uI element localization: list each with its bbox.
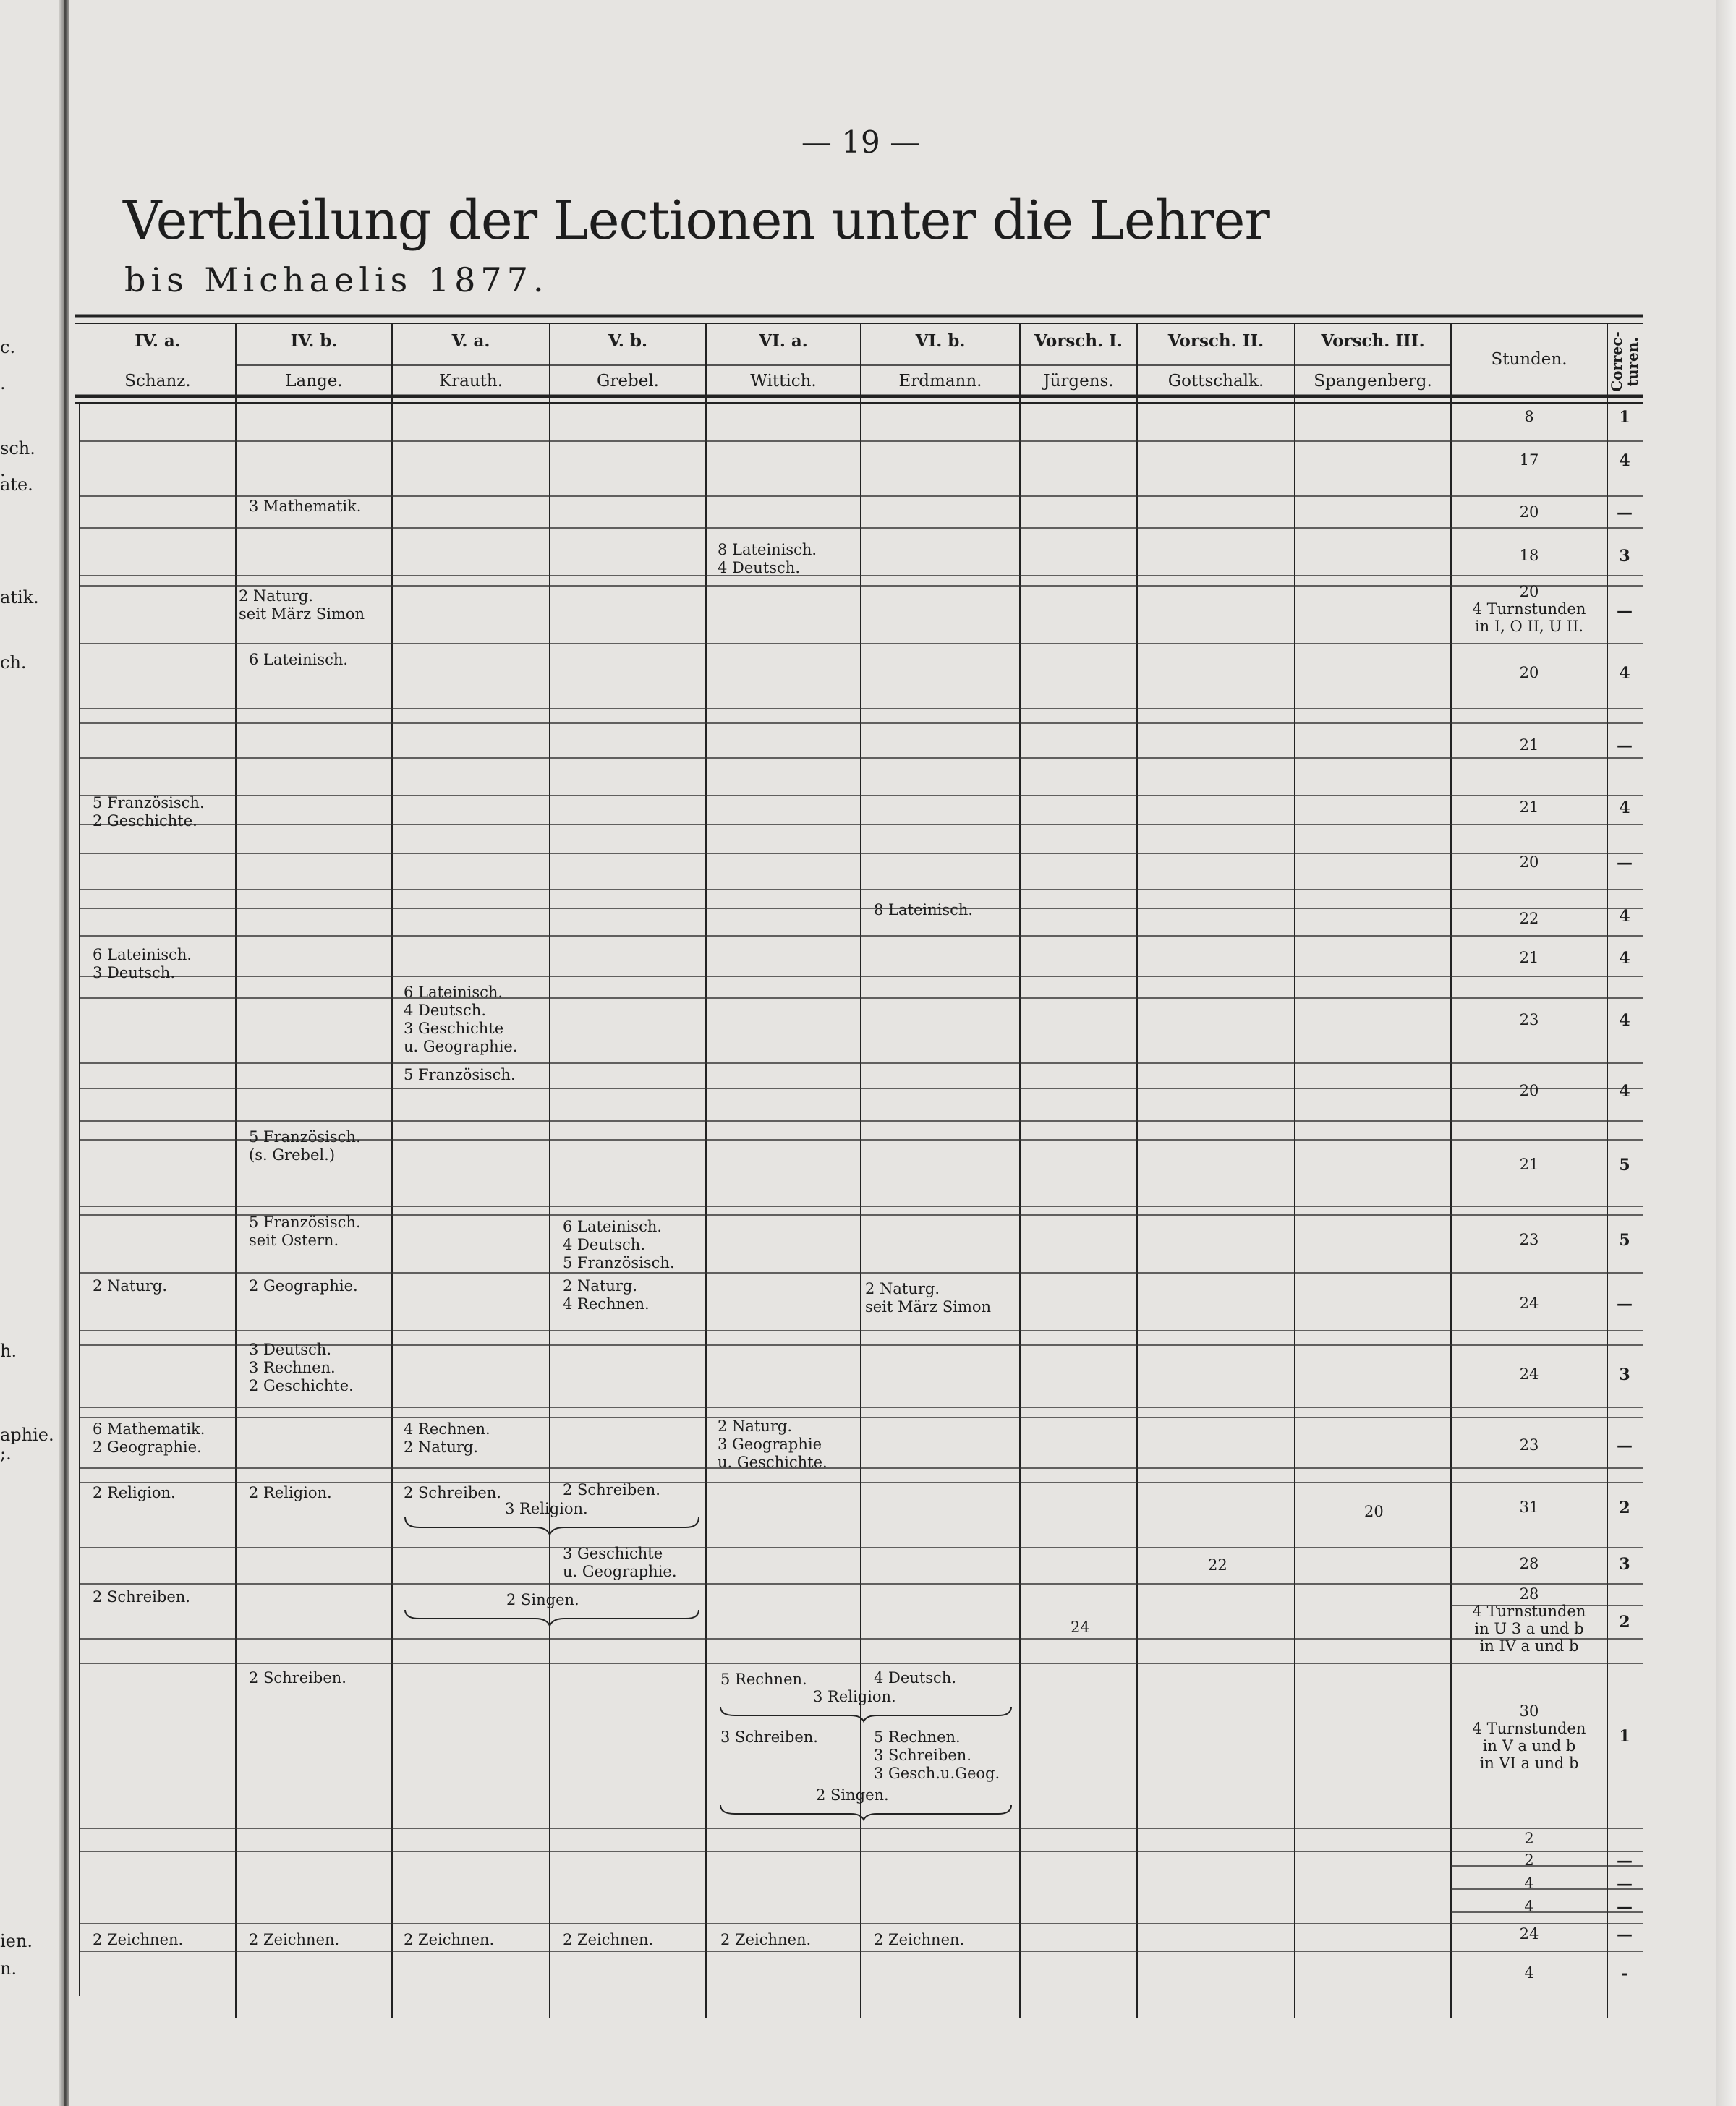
stunden-value: 24 bbox=[1519, 1365, 1539, 1383]
column-header-class: Vorsch. III. bbox=[1321, 331, 1425, 351]
lesson-cell: 6 Lateinisch. bbox=[249, 651, 349, 668]
stunden-value: 8 bbox=[1524, 408, 1534, 425]
correcturen-header: Correc- turen. bbox=[1608, 331, 1641, 392]
stunden-value: 23 bbox=[1519, 1011, 1539, 1028]
stub-text: n. bbox=[0, 1958, 17, 1979]
lesson-cell: 2 Zeichnen. bbox=[720, 1931, 812, 1948]
stunden-value: 2 bbox=[1524, 1830, 1534, 1847]
lesson-cell: 8 Lateinisch. bbox=[874, 901, 974, 918]
correcturen-value: 4 bbox=[1619, 1011, 1630, 1030]
correcturen-value: — bbox=[1617, 602, 1633, 621]
column-header-teacher: Krauth. bbox=[438, 372, 503, 391]
column-header-class: IV. b. bbox=[290, 331, 338, 351]
lesson-cell: 2 Schreiben. bbox=[404, 1484, 501, 1501]
lesson-cell: 5 Französisch. bbox=[404, 1066, 516, 1083]
lesson-cell: 2 Singen. bbox=[506, 1591, 579, 1608]
correcturen-value: — bbox=[1617, 736, 1633, 755]
correcturen-value: — bbox=[1617, 1898, 1633, 1917]
lesson-cell: 2 Schreiben. bbox=[93, 1588, 190, 1606]
lesson-cell: 4 Deutsch. bbox=[874, 1669, 957, 1687]
lesson-cell: 6 Mathematik. 2 Geographie. bbox=[93, 1420, 205, 1456]
book-gutter bbox=[59, 0, 69, 2106]
stub-text: . bbox=[0, 460, 6, 480]
stunden-value: 18 bbox=[1519, 547, 1539, 564]
lesson-cell: 5 Französisch. 2 Geschichte. bbox=[93, 794, 205, 830]
lesson-cell: 2 Singen. bbox=[816, 1786, 889, 1804]
lesson-cell: 2 Zeichnen. bbox=[249, 1931, 340, 1948]
correcturen-value: — bbox=[1617, 503, 1633, 522]
column-header-teacher: Wittich. bbox=[750, 372, 817, 391]
correcturen-value: 4 bbox=[1619, 451, 1630, 470]
lesson-cell: 2 Zeichnen. bbox=[874, 1931, 965, 1948]
stunden-value: 20 4 Turnstunden in I, O II, U II. bbox=[1472, 583, 1586, 635]
lesson-cell: 24 bbox=[1071, 1619, 1090, 1636]
column-header-class: VI. a. bbox=[759, 331, 808, 351]
lesson-cell: 3 Religion. bbox=[813, 1688, 896, 1705]
lesson-cell: 2 Schreiben. bbox=[563, 1481, 660, 1498]
correcturen-value: — bbox=[1617, 1295, 1633, 1313]
stunden-value: 21 bbox=[1519, 736, 1539, 754]
correcturen-value: 4 bbox=[1619, 1082, 1630, 1101]
column-header-class: IV. a. bbox=[135, 331, 181, 351]
stunden-value: 22 bbox=[1519, 910, 1539, 927]
lesson-cell: 3 Deutsch. 3 Rechnen. 2 Geschichte. bbox=[249, 1341, 354, 1394]
lesson-cell: 6 Lateinisch. 4 Deutsch. 3 Geschichte u. Geographie. bbox=[404, 984, 518, 1055]
stub-text: . bbox=[0, 373, 6, 393]
correcturen-value: 3 bbox=[1619, 1555, 1630, 1574]
stunden-value: 20 bbox=[1519, 503, 1539, 521]
stub-text: aphie. bbox=[0, 1425, 54, 1445]
stunden-value: 28 4 Turnstunden in U 3 a und b in IV a und b bbox=[1472, 1585, 1586, 1655]
column-header-class: Vorsch. II. bbox=[1167, 331, 1264, 351]
lesson-cell: 8 Lateinisch. 4 Deutsch. bbox=[718, 541, 817, 576]
lesson-cell: 3 Mathematik. bbox=[249, 498, 362, 515]
lesson-cell: 2 Religion. bbox=[249, 1484, 332, 1501]
stunden-value: 2 bbox=[1524, 1851, 1534, 1869]
correcturen-value: — bbox=[1617, 1851, 1633, 1870]
stunden-value: 24 bbox=[1519, 1925, 1539, 1943]
column-header-teacher: Erdmann. bbox=[898, 372, 982, 391]
lesson-cell: 2 Naturg. bbox=[93, 1277, 168, 1295]
stunden-value: 23 bbox=[1519, 1436, 1539, 1454]
lesson-cell: 6 Lateinisch. 3 Deutsch. bbox=[93, 946, 192, 981]
lesson-cell: 2 Zeichnen. bbox=[404, 1931, 495, 1948]
lesson-cell: 5 Französisch. (s. Grebel.) bbox=[249, 1128, 361, 1164]
correcturen-value: — bbox=[1617, 1436, 1633, 1455]
stunden-value: 28 bbox=[1519, 1555, 1539, 1572]
page-title: Vertheilung der Lectionen unter die Lehrer bbox=[123, 189, 1269, 252]
correcturen-value: — bbox=[1617, 853, 1633, 872]
page-edge bbox=[1716, 0, 1736, 2106]
stunden-value: 31 bbox=[1519, 1498, 1539, 1516]
page-subtitle: bis Michaelis 1877. bbox=[124, 260, 549, 299]
correcturen-value: 1 bbox=[1619, 1727, 1630, 1746]
lesson-cell: 22 bbox=[1208, 1556, 1227, 1574]
lesson-cell: 20 bbox=[1364, 1503, 1384, 1520]
correcturen-value: 2 bbox=[1619, 1613, 1630, 1632]
lesson-cell: 3 Schreiben. bbox=[720, 1728, 818, 1746]
lesson-cell: 2 Religion. bbox=[93, 1484, 176, 1501]
stunden-value: 20 bbox=[1519, 664, 1539, 681]
column-header-class: V. a. bbox=[451, 331, 490, 351]
lesson-cell: 6 Lateinisch. 4 Deutsch. 5 Französisch. bbox=[563, 1218, 675, 1271]
correcturen-value: 5 bbox=[1619, 1156, 1630, 1174]
stub-text: ;. bbox=[0, 1444, 12, 1464]
correcturen-value: 4 bbox=[1619, 949, 1630, 968]
lesson-cell: 2 Zeichnen. bbox=[563, 1931, 654, 1948]
stunden-value: 4 bbox=[1524, 1898, 1534, 1915]
lesson-cell: 2 Naturg. 4 Rechnen. bbox=[563, 1277, 650, 1313]
column-header-teacher: Schanz. bbox=[124, 372, 191, 391]
lesson-cell: 2 Naturg. seit März Simon bbox=[865, 1280, 992, 1316]
column-header-teacher: Grebel. bbox=[597, 372, 659, 391]
stub-text: atik. bbox=[0, 587, 39, 608]
stub-text: h. bbox=[0, 1341, 17, 1361]
lesson-cell: 5 Rechnen. bbox=[720, 1671, 807, 1688]
correcturen-value: 4 bbox=[1619, 798, 1630, 817]
column-header-teacher: Lange. bbox=[285, 372, 343, 391]
stunden-value: 4 bbox=[1524, 1964, 1534, 1982]
stunden-value: 21 bbox=[1519, 798, 1539, 816]
lesson-cell: 3 Geschichte u. Geographie. bbox=[563, 1545, 677, 1580]
stub-text: ien. bbox=[0, 1931, 33, 1951]
stunden-value: 4 bbox=[1524, 1875, 1534, 1892]
stunden-value: 17 bbox=[1519, 451, 1539, 469]
correcturen-value: — bbox=[1617, 1875, 1633, 1893]
lesson-cell: 5 Rechnen. 3 Schreiben. 3 Gesch.u.Geog. bbox=[874, 1728, 1000, 1782]
column-header-teacher: Gottschalk. bbox=[1167, 372, 1264, 391]
lesson-cell: 4 Rechnen. 2 Naturg. bbox=[404, 1420, 490, 1456]
stub-text: sch. bbox=[0, 438, 35, 459]
column-header-class: V. b. bbox=[608, 331, 647, 351]
correcturen-value: 4 bbox=[1619, 907, 1630, 926]
lesson-cell: 2 Naturg. 3 Geographie u. Geschichte. bbox=[718, 1418, 827, 1471]
correcturen-value: 1 bbox=[1619, 408, 1630, 427]
stunden-header: Stunden. bbox=[1491, 350, 1567, 369]
correcturen-value: 5 bbox=[1619, 1231, 1630, 1250]
correcturen-value: 2 bbox=[1619, 1498, 1630, 1517]
lesson-cell: 2 Schreiben. bbox=[249, 1669, 346, 1687]
stunden-value: 24 bbox=[1519, 1295, 1539, 1312]
stunden-value: 21 bbox=[1519, 949, 1539, 966]
stunden-value: 30 4 Turnstunden in V a und b in VI a und b bbox=[1472, 1702, 1586, 1772]
column-header-teacher: Jürgens. bbox=[1043, 372, 1114, 391]
correcturen-value: 3 bbox=[1619, 547, 1630, 566]
lesson-cell: 5 Französisch. seit Ostern. bbox=[249, 1214, 361, 1249]
stub-text: ate. bbox=[0, 474, 33, 495]
stunden-value: 23 bbox=[1519, 1231, 1539, 1248]
column-header-teacher: Spangenberg. bbox=[1314, 372, 1432, 391]
stub-text: ch. bbox=[0, 652, 27, 673]
correcturen-value: — bbox=[1617, 1925, 1633, 1944]
stunden-value: 20 bbox=[1519, 853, 1539, 871]
column-header-class: VI. b. bbox=[915, 331, 966, 351]
correcturen-value: 4 bbox=[1619, 664, 1630, 683]
lesson-cell: 2 Zeichnen. bbox=[93, 1931, 184, 1948]
column-header-class: Vorsch. I. bbox=[1034, 331, 1123, 351]
correcturen-value: - bbox=[1621, 1964, 1628, 1983]
page-number: — 19 — bbox=[801, 124, 921, 160]
stunden-value: 20 bbox=[1519, 1082, 1539, 1099]
stunden-value: 21 bbox=[1519, 1156, 1539, 1173]
lesson-cell: 2 Naturg. seit März Simon bbox=[239, 587, 365, 623]
lesson-cell: 3 Religion. bbox=[505, 1500, 588, 1517]
correcturen-value: 3 bbox=[1619, 1365, 1630, 1384]
stub-text: c. bbox=[0, 337, 16, 357]
lesson-cell: 2 Geographie. bbox=[249, 1277, 358, 1295]
